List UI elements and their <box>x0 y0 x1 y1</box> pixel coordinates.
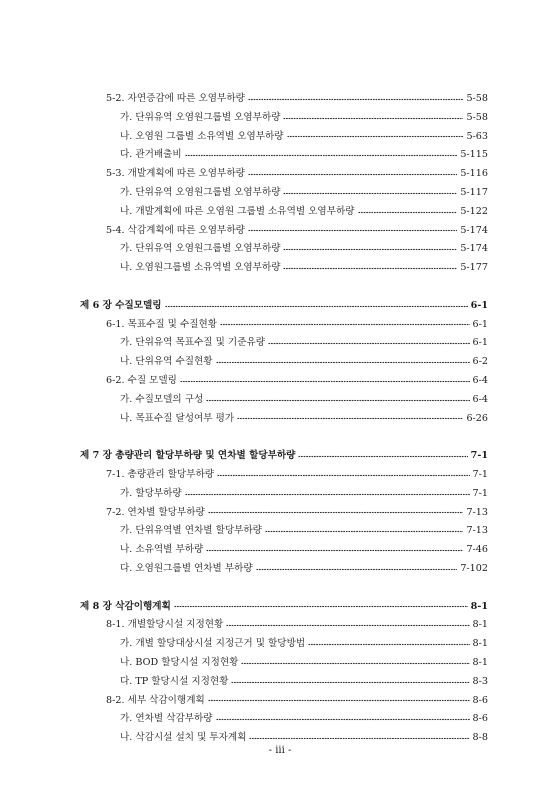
toc-entry-page: 5-174 <box>460 243 488 255</box>
toc-entry-title: 나. 단위유역 수질현황 <box>120 356 213 368</box>
toc-entry-page: 8-1 <box>472 638 488 650</box>
toc-dot-leader <box>268 339 470 349</box>
toc-entry-title: 6-2. 수질 모델링 <box>106 374 177 386</box>
toc-subsection-entry[interactable] <box>80 410 488 429</box>
toc-entry-title: 다. 관거배출비 <box>120 149 182 161</box>
toc-dot-leader <box>249 733 469 743</box>
toc-entry-title: 가. 단위유역 목표수질 및 기준유량 <box>120 337 265 349</box>
toc-entry-page: 8-6 <box>472 694 488 706</box>
toc-entry-page: 6-1 <box>470 299 488 311</box>
toc-subsection-entry[interactable] <box>80 710 488 729</box>
toc-dot-leader <box>220 320 469 330</box>
toc-entry-title: 나. BOD 할당시설 지정현황 <box>120 656 239 668</box>
toc-entry-page: 7-1 <box>472 487 488 499</box>
toc-entry-page: 7-13 <box>466 525 488 537</box>
toc-entry-page: 5-177 <box>460 262 488 274</box>
toc-dot-leader <box>283 264 457 274</box>
toc-entry-title: 가. 단위유역별 연차별 할당부하량 <box>120 525 262 537</box>
toc-dot-leader <box>358 207 458 217</box>
toc-subsection-entry[interactable] <box>80 334 488 353</box>
section-gap <box>80 278 488 297</box>
toc-entry-page: 5-63 <box>466 130 488 142</box>
toc-entry-page: 7-46 <box>466 544 488 556</box>
toc-entry-page: 5-58 <box>466 93 488 104</box>
toc-dot-leader <box>308 640 469 650</box>
toc-chapter-entry[interactable] <box>80 447 488 466</box>
toc-subsection-entry[interactable] <box>80 184 488 203</box>
toc-entry-title: 나. 개발계획에 따른 오염원 그룹별 소유역별 오염부하량 <box>120 205 355 217</box>
toc-entry-title: 나. 오염원그룹별 소유역별 오염부하량 <box>120 262 281 274</box>
toc-entry-title: 8-2. 세부 삭감이행계획 <box>106 694 205 706</box>
toc-entry-page: 5-116 <box>460 168 488 180</box>
table-of-contents <box>80 90 488 748</box>
toc-chapter-entry[interactable] <box>80 297 488 316</box>
toc-entry-page: 6-26 <box>466 412 488 424</box>
toc-section-entry[interactable] <box>80 165 488 184</box>
toc-entry-page: 8-1 <box>472 656 488 668</box>
toc-subsection-entry[interactable] <box>80 560 488 579</box>
toc-dot-leader <box>180 376 470 386</box>
toc-dot-leader <box>256 564 458 574</box>
toc-entry-page: 6-4 <box>472 393 488 405</box>
toc-entry-page: 7-1 <box>470 450 488 462</box>
toc-entry-page: 7-1 <box>472 468 488 480</box>
toc-entry-title: 나. 목표수질 달성여부 평가 <box>120 412 235 424</box>
toc-entry-page: 5-58 <box>466 111 488 123</box>
section-gap <box>80 428 488 447</box>
toc-entry-title: 제 8 장 삭감이행계획 <box>80 600 171 612</box>
toc-entry-page: 5-122 <box>460 205 488 217</box>
toc-entry-page: 5-117 <box>460 186 488 198</box>
toc-section-entry[interactable] <box>80 466 488 485</box>
toc-dot-leader <box>298 452 467 462</box>
toc-dot-leader <box>206 546 463 556</box>
toc-dot-leader <box>283 188 457 198</box>
toc-entry-title: 가. 수질모델의 구성 <box>120 393 204 405</box>
toc-subsection-entry[interactable] <box>80 391 488 410</box>
toc-dot-leader <box>208 508 464 518</box>
toc-entry-title: 가. 단위유역 오염원그룹별 오염부하량 <box>120 186 281 198</box>
toc-entry-page: 8-1 <box>472 619 488 631</box>
toc-section-entry[interactable] <box>80 504 488 523</box>
toc-entry-title: 나. 소유역별 부하량 <box>120 544 204 556</box>
toc-dot-leader <box>241 658 469 668</box>
toc-entry-title: 가. 할당부하량 <box>120 487 182 499</box>
toc-entry-page: 7-102 <box>460 562 488 574</box>
toc-dot-leader <box>248 94 464 104</box>
toc-entry-title: 7-2. 연차별 할당부하량 <box>106 506 205 518</box>
toc-subsection-entry[interactable] <box>80 240 488 259</box>
toc-dot-leader <box>165 301 468 311</box>
toc-subsection-entry[interactable] <box>80 522 488 541</box>
section-gap <box>80 579 488 598</box>
toc-entry-page: 6-4 <box>472 374 488 386</box>
toc-entry-title: 제 7 장 총량관리 할당부하량 및 연차별 할당부하량 <box>80 450 296 462</box>
toc-entry-page: 5-115 <box>460 149 488 161</box>
toc-entry-title: 가. 단위유역 오염원그룹별 오염부하량 <box>120 243 281 255</box>
toc-entry-page: 6-1 <box>472 318 488 330</box>
toc-dot-leader <box>283 245 457 255</box>
toc-entry-title: 6-1. 목표수질 및 수질현황 <box>106 318 218 330</box>
toc-section-entry[interactable] <box>80 372 488 391</box>
toc-entry-title: 5-4. 삭감계획에 따른 오염부하량 <box>106 224 245 236</box>
toc-section-entry[interactable] <box>80 616 488 635</box>
toc-entry-title: 가. 개별 할당대상시설 지정근거 및 할당방법 <box>120 638 306 650</box>
toc-dot-leader <box>174 602 468 612</box>
toc-dot-leader <box>185 489 470 499</box>
toc-entry-title: 나. 삭감시설 설치 및 투자계획 <box>120 732 247 744</box>
toc-subsection-entry[interactable] <box>80 541 488 560</box>
toc-dot-leader <box>216 358 470 368</box>
toc-subsection-entry[interactable] <box>80 353 488 372</box>
toc-section-entry[interactable] <box>80 692 488 711</box>
toc-entry-page: 8-1 <box>470 600 488 612</box>
toc-subsection-entry[interactable] <box>80 109 488 128</box>
toc-subsection-entry[interactable] <box>80 259 488 278</box>
toc-dot-leader <box>287 132 464 142</box>
toc-entry-title: 8-1. 개별할당시설 지정현황 <box>106 619 224 631</box>
toc-subsection-entry[interactable] <box>80 128 488 147</box>
toc-dot-leader <box>265 527 463 537</box>
toc-entry-title: 가. 단위유역 오염원그룹별 오염부하량 <box>120 111 281 123</box>
toc-entry-title: 5-3. 개발계획에 따른 오염부하량 <box>106 168 245 180</box>
toc-entry-page: 6-1 <box>472 337 488 349</box>
page-number: - iii - <box>268 745 292 756</box>
toc-subsection-entry[interactable] <box>80 485 488 504</box>
toc-subsection-entry[interactable] <box>80 654 488 673</box>
toc-section-entry[interactable] <box>80 316 488 335</box>
toc-dot-leader <box>185 151 458 161</box>
toc-dot-leader <box>216 715 470 725</box>
toc-dot-leader <box>231 677 469 687</box>
toc-dot-leader <box>248 226 457 236</box>
toc-entry-title: 가. 연차별 삭감부하량 <box>120 713 213 725</box>
toc-section-entry[interactable] <box>80 90 488 109</box>
toc-subsection-entry[interactable] <box>80 673 488 692</box>
toc-dot-leader <box>208 696 470 706</box>
toc-dot-leader <box>226 621 469 631</box>
toc-entry-page: 8-3 <box>472 675 488 687</box>
toc-dot-leader <box>206 395 469 405</box>
toc-dot-leader <box>248 170 457 180</box>
toc-entry-title: 7-1. 총량관리 할당부하량 <box>106 468 215 480</box>
toc-dot-leader <box>283 113 463 123</box>
toc-dot-leader <box>217 470 470 480</box>
toc-subsection-entry[interactable] <box>80 203 488 222</box>
toc-subsection-entry[interactable] <box>80 635 488 654</box>
toc-entry-title: 나. 오염원 그룹별 소유역별 오염부하량 <box>120 130 284 142</box>
toc-entry-title: 제 6 장 수질모델링 <box>80 299 162 311</box>
toc-entry-page: 8-6 <box>472 713 488 725</box>
toc-entry-page: 6-2 <box>472 356 488 368</box>
toc-entry-page: 5-174 <box>460 224 488 236</box>
toc-entry-title: 다. 오염원그룹별 연차별 부하량 <box>120 562 253 574</box>
toc-entry-page: 7-13 <box>466 506 488 518</box>
toc-subsection-entry[interactable] <box>80 146 488 165</box>
toc-entry-page: 8-8 <box>472 732 488 744</box>
toc-entry-title: 다. TP 할당시설 지정현황 <box>120 675 229 687</box>
toc-section-entry[interactable] <box>80 222 488 241</box>
toc-entry-title: 5-2. 자연증감에 따른 오염부하량 <box>106 93 245 104</box>
toc-dot-leader <box>237 414 463 424</box>
toc-chapter-entry[interactable] <box>80 598 488 617</box>
